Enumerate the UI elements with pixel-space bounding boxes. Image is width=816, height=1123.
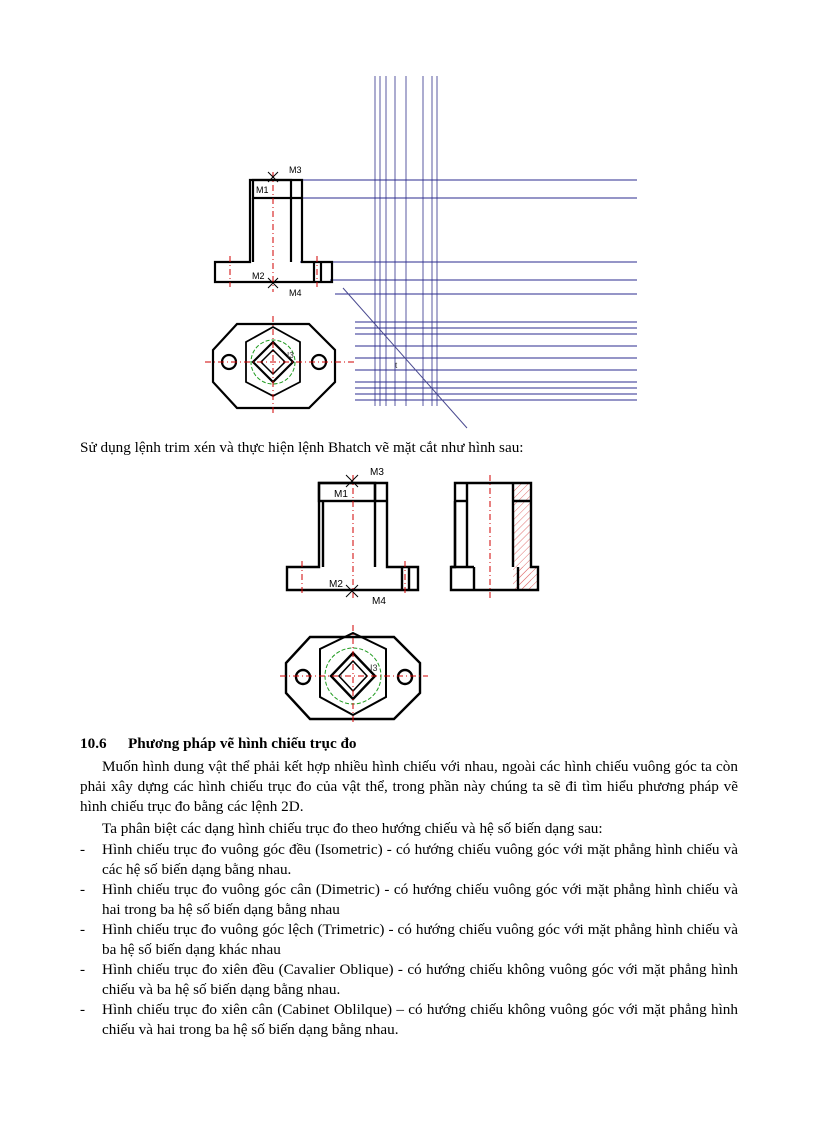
- list-item: [80, 880, 738, 920]
- list-item-text: Hình chiếu trục đo xiên đều (Cavalier Oblique) - có hướng chiếu không vuông góc với mặt phẳng hình chiếu và ba hệ số biến dạng bằng nhau.: [102, 961, 738, 998]
- label-m4: M4: [289, 288, 302, 298]
- list-item-text: Hình chiếu trục đo vuông góc đều (Isometric) - có hướng chiếu vuông góc với mặt phẳng hình chiếu và các hệ số biến dạng bằng nhau.: [102, 841, 738, 878]
- top-view: [213, 324, 335, 408]
- section-heading: [80, 734, 357, 754]
- label-m4-2: M4: [372, 596, 386, 607]
- list-item: [80, 960, 738, 1000]
- label-i3-2: I3: [370, 663, 378, 673]
- construction-drawing: [205, 72, 645, 432]
- bullet-dash: -: [80, 881, 86, 898]
- section-drawing: [280, 463, 550, 725]
- list-item-text: Hình chiếu trục đo xiên cân (Cabinet Oblilque) – có hướng chiếu không vuông góc với mặt phẳng hình chiếu và hai trong ba hệ số biến dạng bằng nhau.: [102, 1001, 738, 1038]
- list-item: [80, 840, 738, 880]
- horizontal-projection-lines: [300, 180, 637, 400]
- label-i3: I3: [287, 351, 294, 360]
- label-m2-2: M2: [329, 579, 343, 590]
- projection-types-list: [80, 840, 738, 1040]
- label-m3-2: M3: [370, 467, 384, 478]
- list-item: [80, 1000, 738, 1040]
- label-m2: M2: [252, 271, 265, 281]
- paragraph-types: Ta phân biệt các dạng hình chiếu trục đo theo hướng chiếu và hệ số biến dạng sau:: [102, 820, 603, 837]
- front-view-centerlines: [230, 172, 317, 292]
- label-t: t: [395, 361, 398, 370]
- bullet-dash: -: [80, 961, 86, 978]
- list-item-text: Hình chiếu trục đo vuông góc cân (Dimetric) - có hướng chiếu vuông góc với mặt phẳng hình chiếu và hai trong ba hệ số biến dạng bằng nhau: [102, 881, 738, 918]
- vertical-projection-lines: [375, 76, 437, 406]
- paragraph-intro: Muốn hình dung vật thể phải kết hợp nhiều hình chiếu với nhau, ngoài các hình chiếu vuông góc ta còn phải xây dựng các hình chiếu trục đo của vật thể, trong phần này chúng ta sẽ đi tìm hiểu phương pháp vẽ hình chiếu trục đo bằng các lệnh 2D.: [80, 758, 738, 815]
- caption: Sử dụng lệnh trim xén và thực hiện lệnh Bhatch vẽ mặt cắt như hình sau:: [80, 439, 524, 456]
- list-item-text: Hình chiếu trục đo vuông góc lệch (Trimetric) - có hướng chiếu vuông góc với mặt phẳng hình chiếu và ba hệ số biến dạng khác nhau: [102, 921, 738, 958]
- label-m3: M3: [289, 165, 302, 175]
- bullet-dash: -: [80, 841, 86, 858]
- section-number: 10.6: [80, 735, 107, 752]
- label-m1: M1: [256, 185, 269, 195]
- label-m1-2: M1: [334, 489, 348, 500]
- section-title: Phương pháp vẽ hình chiếu trục đo: [128, 735, 357, 752]
- list-item: [80, 920, 738, 960]
- front-view-2-centerlines: [302, 475, 405, 599]
- section-view: [451, 483, 538, 590]
- bullet-dash: -: [80, 1001, 86, 1018]
- bullet-dash: -: [80, 921, 86, 938]
